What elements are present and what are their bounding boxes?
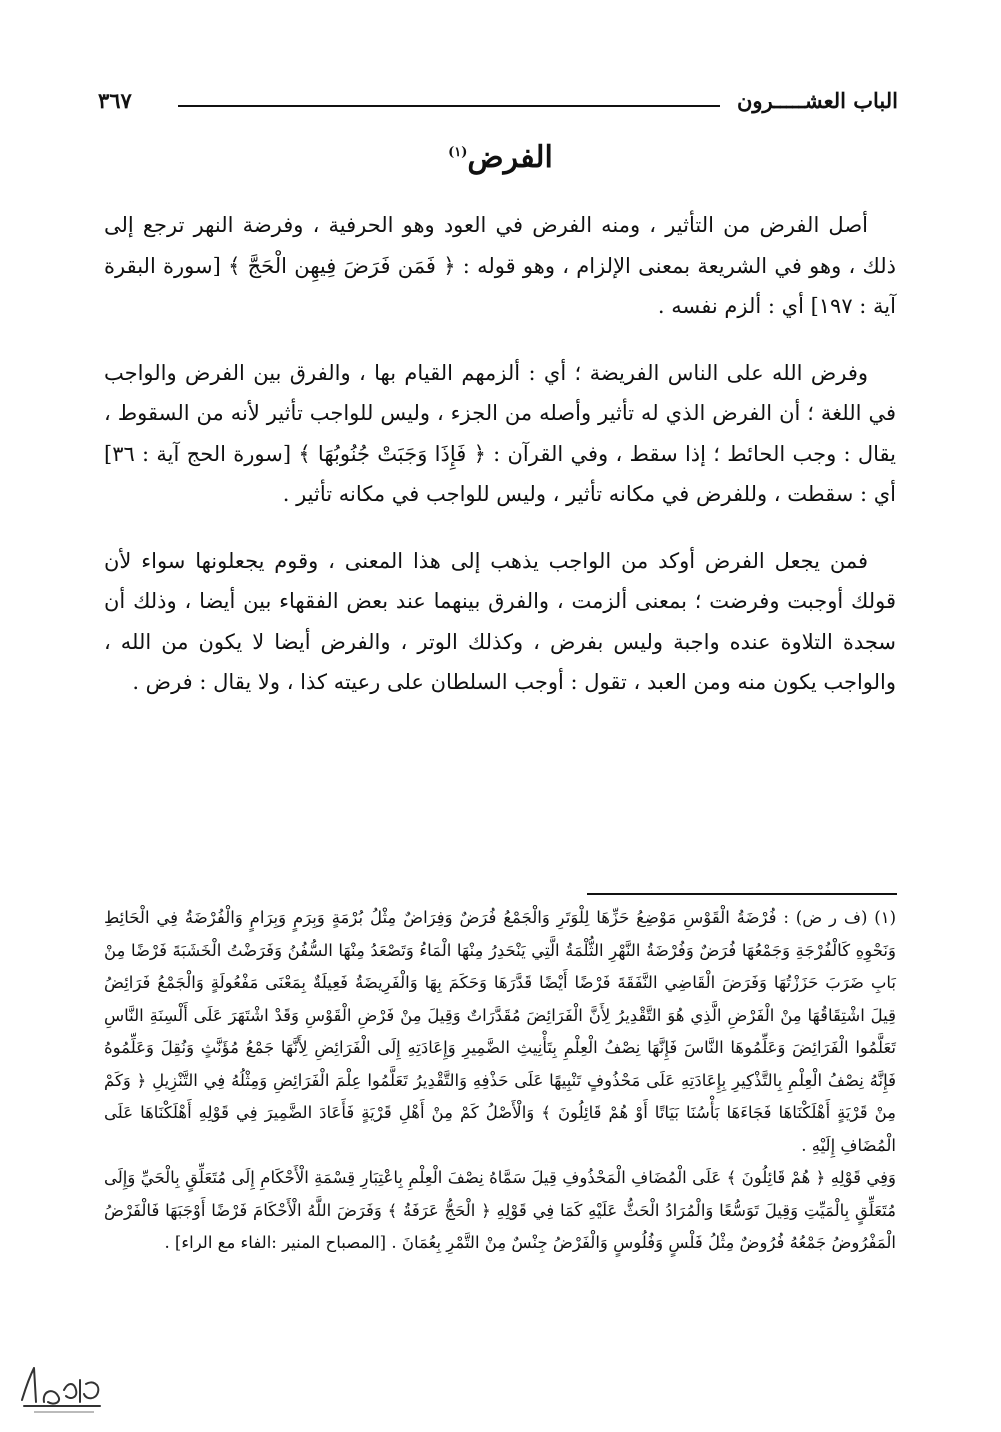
- footnote-rule: [587, 893, 897, 895]
- footnote: [104, 902, 896, 1260]
- page-number: ٣٦٧: [98, 88, 132, 113]
- footnote-marker: (١): [448, 145, 468, 160]
- footnote-paragraph: وَفِي قَوْلِهِ ﴿ هُمْ قَائِلُونَ ﴾ عَلَى الْمُضَافِ الْمَحْذُوفِ قِيلَ سَمَّاهُ نِصْفَ الْعِلْمِ بِاعْتِبَارِ قِسْمَةِ الْأَحْكَامِ إِلَى مُتَعَلِّقٍ بِالْحَيِّ وَإِلَى مُتَعَلِّقٍ بِالْمَيِّتِ وَقِيلَ تَوَسُّعًا وَالْمُرَادُ الْحَثُّ عَلَيْهِ كَمَا فِي قَوْلِهِ ﴿ الْحَجُّ عَرَفَةُ ﴾ وَفَرَضَ اللَّهُ الْأَحْكَامَ فَرْضًا أَوْجَبَهَا فَالْفَرْضُ الْمَفْرُوضُ جَمْعُهُ فُرُوضٌ مِثْلُ فَلْسٍ وَفُلُوسٍ وَالْفَرْضُ جِنْسٌ مِنْ التَّمْرِ بِعُمَانَ . [المصباح المنير :الفاء مع الراء] .: [104, 1168, 896, 1252]
- publisher-logo: [14, 1360, 106, 1416]
- header-rule: [178, 105, 720, 107]
- body-paragraph: أصل الفرض من التأثير ، ومنه الفرض في العود وهو الحرفية ، وفرضة النهر ترجع إلى ذلك ، وهو في الشريعة بمعنى الإلزام ، وهو قوله : ﴿ فَمَن فَرَضَ فِيهِن الْحَجَّ ﴾ [سورة البقرة آية : ١٩٧] أي : ألزم نفسه .: [104, 213, 896, 318]
- running-head: [98, 88, 898, 122]
- section-title-text: الفرض: [467, 140, 553, 175]
- calligraphy-logo-icon: [14, 1360, 106, 1416]
- body-paragraph: وفرض الله على الناس الفريضة ؛ أي : ألزمهم القيام بها ، والفرق بين الفرض والواجب في اللغة ؛ أن الفرض الذي له تأثير وأصله من الجزء ، وليس للواجب تأثير لأنه من السقوط ، يقال : وجب الحائط ؛ إذا سقط ، وفي القرآن : ﴿ فَإِذَا وَجَبَتْ جُنُوبُهَا ﴾ [سورة الحج آية : ٣٦] أي : سقطت ، وللفرض في مكانه تأثير ، وليس للواجب في مكانه تأثير .: [104, 360, 896, 506]
- footnote-paragraph: (١) (ف ر ض) : فُرْضَةُ الْقَوْسِ مَوْضِعُ حَزِّهَا لِلْوَتَرِ وَالْجَمْعُ فُرَضٌ وَفِرَاضٌ مِثْلُ بُرْمَةٍ وَبِرَمٍ وَبِرَامٍ وَالْفُرْضَةُ فِي الْحَائِطِ وَنَحْوِهِ كَالْفُرْجَةِ وَجَمْعُهَا فُرَضٌ وَفُرْضَةُ النَّهْرِ الثُّلْمَةُ الَّتِي يَنْحَدِرُ مِنْهَا الْمَاءُ وَتَصْعَدُ مِنْهَا السُّفُنُ وَفَرَضْتُ الْخَشَبَةَ فَرْضًا مِنْ بَابِ ضَرَبَ حَزَزْتُهَا وَفَرَضَ الْقَاضِي النَّفَقَةَ فَرْضًا أَيْضًا قَدَّرَهَا وَحَكَمَ بِهَا وَالْفَرِيضَةُ فَعِيلَةٌ بِمَعْنَى مَفْعُولَةٍ وَالْجَمْعُ فَرَائِضُ قِيلَ اشْتِقَاقُهَا مِنْ الْفَرْضِ الَّذِي هُوَ التَّقْدِيرُ لِأَنَّ الْفَرَائِضَ مُقَدَّرَاتٌ وَقِيلَ مِنْ فَرْضِ الْقَوْسِ وَقَدْ اشْتَهَرَ عَلَى أَلْسِنَةِ النَّاسِ تَعَلَّمُوا الْفَرَائِضَ وَعَلِّمُوهَا النَّاسَ فَإِنَّهَا نِصْفُ الْعِلْمِ بِتَأْنِيثِ الضَّمِيرِ وَإِعَادَتِهِ إِلَى الْفَرَائِضِ لِأَنَّهَا جَمْعُ مُؤَنَّثٍ وَنُقِلَ وَعَلِّمُوهُ فَإِنَّهُ نِصْفُ الْعِلْمِ بِالتَّذْكِيرِ بِإِعَادَتِهِ عَلَى مَحْذُوفٍ تَنْبِيهًا عَلَى حَذْفِهِ وَالتَّقْدِيرُ تَعَلَّمُوا عِلْمَ الْفَرَائِضِ وَمِثْلُهُ فِي التَّنْزِيلِ ﴿ وَكَمْ مِنْ قَرْيَةٍ أَهْلَكْنَاهَا فَجَاءَهَا بَأْسُنَا بَيَاتًا أَوْ هُمْ قَائِلُونَ ﴾ وَالْأَصْلُ كَمْ مِنْ أَهْلِ قَرْيَةٍ فَأَعَادَ الضَّمِيرَ فِي قَوْلِهِ أَهْلَكْنَاهَا عَلَى الْمُضَافِ إِلَيْهِ .: [104, 908, 896, 1155]
- section-title: [0, 140, 1001, 175]
- chapter-title: الباب العشـــــرون: [736, 88, 898, 113]
- body-text: [104, 205, 896, 729]
- body-paragraph: فمن يجعل الفرض أوكد من الواجب يذهب إلى هذا المعنى ، وقوم يجعلونها سواء لأن قولك أوجبت وفرضت ؛ بمعنى ألزمت ، والفرق بينهما عند بعض الفقهاء بين أيضا ، وذلك أن سجدة التلاوة عنده واجبة وليس بفرض ، وكذلك الوتر ، والفرض أيضا لا يكون من الله ، والواجب يكون منه ومن العبد ، تقول : أوجب السلطان على رعيته كذا ، ولا يقال : فرض .: [104, 548, 896, 694]
